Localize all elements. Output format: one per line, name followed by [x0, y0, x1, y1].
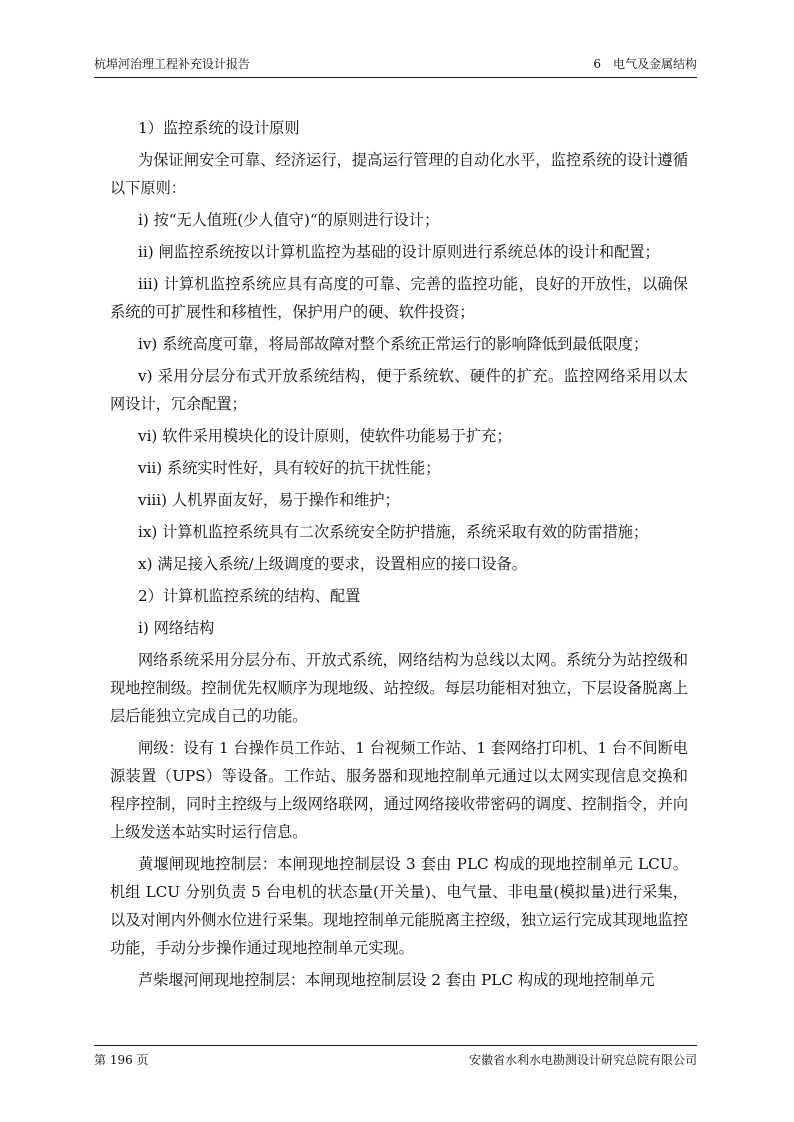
list-item: vii) 系统实时性好，具有较好的抗干扰性能； [138, 459, 441, 477]
paragraph: 芦柴堰河闸现地控制层：本闸现地控制层设 2 套由 PLC 构成的现地控制单元 [138, 971, 655, 989]
list-item: v) 采用分层分布式开放系统结构，便于系统软、硬件的扩充。监控网络采用以太网设计，冗余配置； [110, 367, 688, 413]
header-chapter-title: 6 电气及金属结构 [593, 57, 697, 71]
section-heading: 2）计算机监控系统的结构、配置 [138, 587, 361, 605]
list-item: vi) 软件采用模块化的设计原则，使软件功能易于扩充； [138, 427, 512, 445]
list-item: x) 满足接入系统/上级调度的要求，设置相应的接口设备。 [138, 555, 527, 573]
paragraph: 网络系统采用分层分布、开放式系统，网络结构为总线以太网。系统分为站控级和现地控制级。控制优先权顺序为现地级、站控级。每层功能相对独立，下层设备脱离上层后能独立完成自己的功能。 [110, 651, 688, 725]
list-item: iv) 系统高度可靠，将局部故障对整个系统正常运行的影响降低到最低限度； [138, 335, 649, 353]
page-footer [94, 1045, 697, 1068]
list-item: iii) 计算机监控系统应具有高度的可靠、完善的监控功能，良好的开放性，以确保系统的可扩展性和移植性，保护用户的硬、软件投资； [110, 275, 688, 321]
footer-organization: 安徽省水利水电勘测设计研究总院有限公司 [468, 1053, 697, 1067]
header-report-title: 杭埠河治理工程补充设计报告 [94, 57, 251, 71]
paragraph: 黄堰闸现地控制层：本闸现地控制层设 3 套由 PLC 构成的现地控制单元 LCU。机组 LCU 分别负责 5 台电机的状态量(开关量)、电气量、非电量(模拟量)进行采集，以及对闸内外侧水位进行采集。现地控制单元能脱离主控级，独立运行完成其现地监控功能，手动分步操作通过现地控制单元实现。 [110, 855, 688, 957]
page-body [110, 114, 688, 994]
list-item: ix) 计算机监控系统具有二次系统安全防护措施，系统采取有效的防雷措施； [138, 523, 649, 541]
list-item: viii) 人机界面友好，易于操作和维护； [138, 491, 400, 509]
list-item: ii) 闸监控系统按以计算机监控为基础的设计原则进行系统总体的设计和配置； [138, 243, 660, 261]
subsection-heading: i) 网络结构 [138, 619, 215, 637]
paragraph: 为保证闸安全可靠、经济运行，提高运行管理的自动化水平，监控系统的设计遵循以下原则： [110, 151, 688, 197]
page-header [94, 55, 697, 78]
page-number: 第 196 页 [94, 1053, 149, 1067]
paragraph: 闸级：设有 1 台操作员工作站、1 台视频工作站、1 套网络打印机、1 台不间断电源装置（UPS）等设备。工作站、服务器和现地控制单元通过以太网实现信息交换和程序控制，同时主控级与上级网络联网，通过网络接收带密码的调度、控制指令，并向上级发送本站实时运行信息。 [110, 739, 688, 841]
list-item: i) 按“无人值班(少人值守)“的原则进行设计； [138, 211, 440, 229]
section-heading: 1）监控系统的设计原则 [138, 119, 300, 137]
